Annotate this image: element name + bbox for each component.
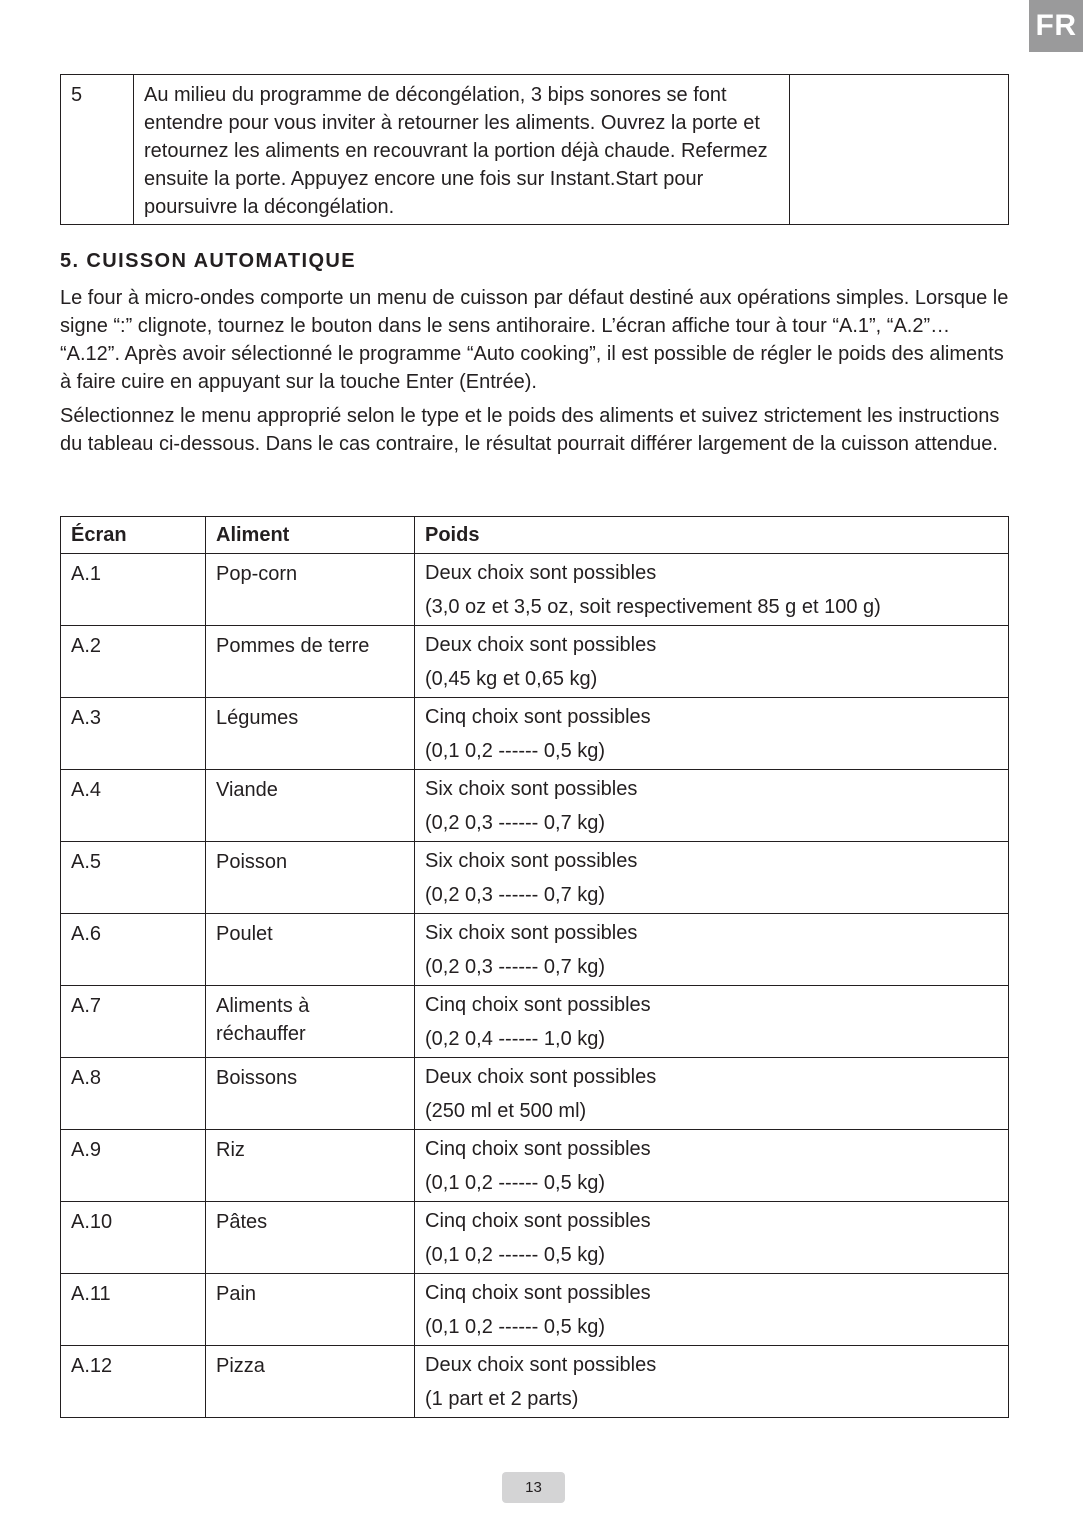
intro-paragraph: Le four à micro-ondes comporte un menu de cuisson par défaut destiné aux opérations simples. Lorsque le signe “:” clignote, tournez le bouton dans le sens antihoraire. L’écran affiche tour à tour “A.1”, “A.2”… “A.12”. Après avoir sélectionné le programme “Auto cooking”, il est possible de régler le poids des aliments à faire cuire en appuyant sur la touche Enter (Entrée). [60, 287, 1009, 393]
weight-values: (0,2 0,3 ------ 0,7 kg) [425, 956, 606, 978]
cell-screen: A.7 [61, 986, 206, 1058]
step-number: 5 [61, 75, 134, 225]
table-row [61, 75, 1009, 225]
cell-weight [415, 770, 1009, 842]
weight-choices: Deux choix sont possibles [425, 562, 657, 584]
cell-food: Pizza [206, 1346, 415, 1418]
weight-values: (0,2 0,3 ------ 0,7 kg) [425, 884, 606, 906]
table-row [61, 626, 1009, 698]
cell-weight [415, 1274, 1009, 1346]
weight-values: (250 ml et 500 ml) [425, 1100, 587, 1122]
table-row [61, 986, 1009, 1058]
weight-values: (0,1 0,2 ------ 0,5 kg) [425, 740, 606, 762]
weight-choices: Cinq choix sont possibles [425, 1138, 651, 1160]
cell-food: Pain [206, 1274, 415, 1346]
cell-screen: A.2 [61, 626, 206, 698]
cell-weight [415, 698, 1009, 770]
auto-cooking-table [60, 516, 1009, 1418]
weight-values: (0,1 0,2 ------ 0,5 kg) [425, 1244, 606, 1266]
weight-choices: Cinq choix sont possibles [425, 1282, 651, 1304]
cell-screen: A.12 [61, 1346, 206, 1418]
weight-choices: Deux choix sont possibles [425, 1354, 657, 1376]
page-number: 13 [502, 1472, 565, 1503]
weight-values: (1 part et 2 parts) [425, 1388, 579, 1410]
table-header-row [61, 517, 1009, 554]
language-tab: FR [1029, 0, 1083, 52]
cell-food: Poisson [206, 842, 415, 914]
weight-choices: Cinq choix sont possibles [425, 706, 651, 728]
cell-screen: A.9 [61, 1130, 206, 1202]
table-row [61, 1130, 1009, 1202]
cell-screen: A.5 [61, 842, 206, 914]
table-row [61, 914, 1009, 986]
weight-values: (0,1 0,2 ------ 0,5 kg) [425, 1316, 606, 1338]
cell-screen: A.10 [61, 1202, 206, 1274]
header-weight: Poids [415, 517, 1009, 554]
cell-weight [415, 1130, 1009, 1202]
cell-screen: A.3 [61, 698, 206, 770]
cell-screen: A.4 [61, 770, 206, 842]
weight-choices: Six choix sont possibles [425, 778, 638, 800]
cell-weight [415, 842, 1009, 914]
header-food: Aliment [206, 517, 415, 554]
weight-values: (0,45 kg et 0,65 kg) [425, 668, 598, 690]
cell-food: Pop-corn [206, 554, 415, 626]
step-text: Au milieu du programme de décongélation, 3 bips sonores se font entendre pour vous inviter à retourner les aliments. Ouvrez la porte et retournez les aliments en recouvrant la portion déjà chaude. Refermez ensuite la porte. Appuyez encore une fois sur Instant.Start pour poursuivre la décongélation. [134, 75, 790, 225]
table-row [61, 1202, 1009, 1274]
cell-food: Pâtes [206, 1202, 415, 1274]
cell-food: Riz [206, 1130, 415, 1202]
weight-values: (0,2 0,3 ------ 0,7 kg) [425, 812, 606, 834]
weight-choices: Cinq choix sont possibles [425, 994, 651, 1016]
weight-values: (3,0 oz et 3,5 oz, soit respectivement 85 g et 100 g) [425, 596, 881, 618]
table-row [61, 1058, 1009, 1130]
cell-food: Pommes de terre [206, 626, 415, 698]
instructions-paragraph: Sélectionnez le menu approprié selon le type et le poids des aliments et suivez strictement les instructions du tableau ci-dessous. Dans le cas contraire, le résultat pourrait différer largement de la cuisson attendue. [60, 405, 1000, 455]
table-row [61, 1274, 1009, 1346]
table-row [61, 554, 1009, 626]
cell-weight [415, 626, 1009, 698]
cell-food: Aliments à réchauffer [206, 986, 415, 1058]
weight-choices: Deux choix sont possibles [425, 1066, 657, 1088]
defrost-step-table [60, 74, 1009, 225]
cell-weight [415, 1346, 1009, 1418]
table-row [61, 842, 1009, 914]
cell-weight [415, 1058, 1009, 1130]
cell-weight [415, 914, 1009, 986]
cell-weight [415, 554, 1009, 626]
cell-weight [415, 986, 1009, 1058]
weight-choices: Six choix sont possibles [425, 850, 638, 872]
weight-values: (0,2 0,4 ------ 1,0 kg) [425, 1028, 606, 1050]
weight-choices: Deux choix sont possibles [425, 634, 657, 656]
header-screen: Écran [61, 517, 206, 554]
weight-values: (0,1 0,2 ------ 0,5 kg) [425, 1172, 606, 1194]
cell-screen: A.11 [61, 1274, 206, 1346]
weight-choices: Cinq choix sont possibles [425, 1210, 651, 1232]
cell-food: Légumes [206, 698, 415, 770]
table-row [61, 770, 1009, 842]
cell-screen: A.8 [61, 1058, 206, 1130]
cell-weight [415, 1202, 1009, 1274]
cell-food: Viande [206, 770, 415, 842]
section-title: 5. CUISSON AUTOMATIQUE [60, 250, 357, 272]
cell-screen: A.6 [61, 914, 206, 986]
cell-food: Boissons [206, 1058, 415, 1130]
cell-screen: A.1 [61, 554, 206, 626]
table-row [61, 698, 1009, 770]
cell-food: Poulet [206, 914, 415, 986]
step-note [790, 75, 1009, 225]
weight-choices: Six choix sont possibles [425, 922, 638, 944]
table-row [61, 1346, 1009, 1418]
